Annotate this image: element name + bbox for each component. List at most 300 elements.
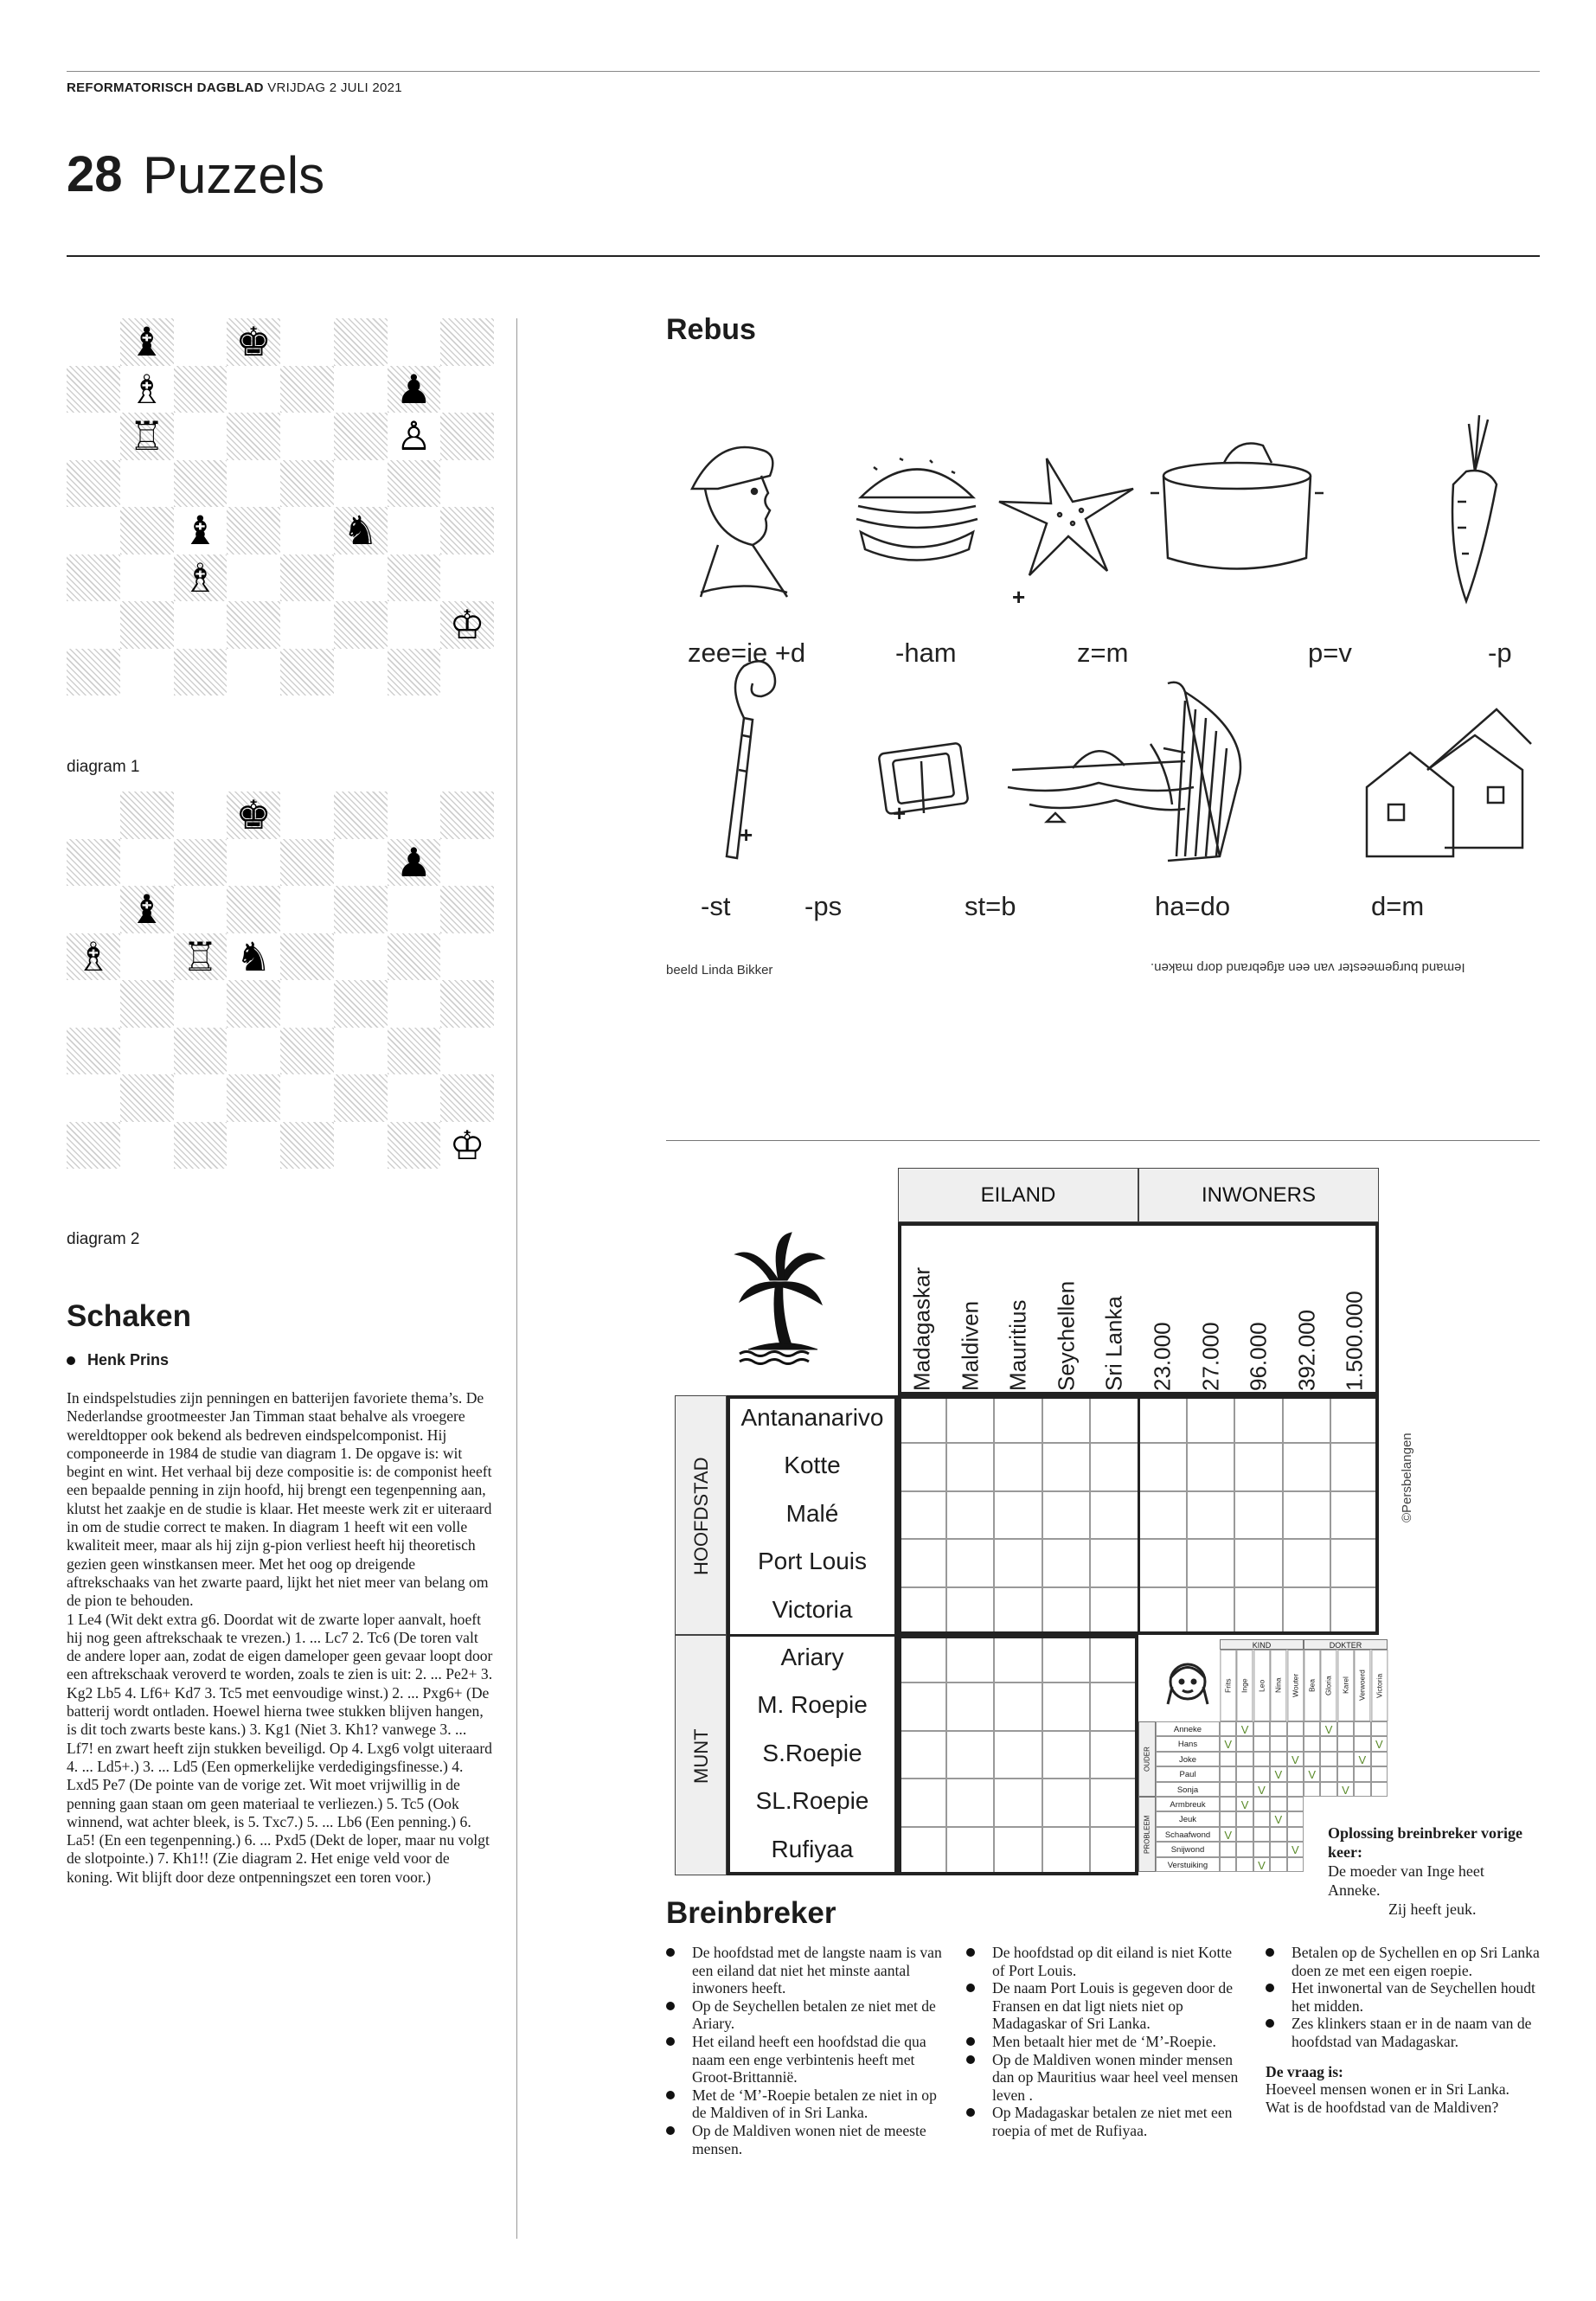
chess-square	[67, 792, 120, 839]
solution-line: De moeder van Inge heet Anneke.	[1328, 1862, 1484, 1899]
chess-square	[120, 601, 174, 649]
bullet-icon	[966, 2055, 975, 2064]
kid-column-header: Wouter	[1287, 1650, 1304, 1721]
mini-grid-cell	[1270, 1782, 1286, 1797]
harp-image	[1168, 683, 1240, 861]
chess-square	[440, 318, 494, 366]
chess-square	[227, 1028, 280, 1075]
chess-square	[120, 554, 174, 602]
chess-square	[120, 318, 174, 366]
chess-square	[440, 1074, 494, 1122]
chess-square	[388, 886, 441, 933]
mini-grid-cell	[1337, 1721, 1354, 1736]
chess-square	[67, 933, 120, 981]
mini-grid-cell	[1253, 1736, 1270, 1751]
black-pawn-icon: ♟	[395, 838, 432, 886]
problem-row-label: Snijwond	[1156, 1842, 1220, 1856]
mini-grid-cell	[1354, 1782, 1370, 1797]
author-name: Henk Prins	[87, 1351, 170, 1368]
mini-grid-cell	[1253, 1811, 1270, 1826]
pan-image	[1151, 444, 1324, 569]
mini-grid-cell	[1287, 1827, 1304, 1842]
white-rook-icon: ♖	[129, 413, 165, 460]
mini-grid-cell	[1253, 1797, 1270, 1811]
chess-square	[174, 1028, 228, 1075]
mini-grid-cell	[1253, 1752, 1270, 1766]
chess-square	[334, 554, 388, 602]
chess-square	[67, 980, 120, 1028]
palm-tree-icon	[731, 1228, 830, 1367]
black-knight-icon: ♞	[235, 933, 272, 980]
chess-paragraph: In eindspelstudies zijn penningen en batterijen favoriete thema’s. De Nederlandse grootmeester Jan Timman staat behalve als vroegere wereldtopper ook bekend als bedreven eindspelcomponist. Hij componeerde in 1984 de studie van diagram 1. De opgave is: wit begint en wint. Het verhaal bij deze compositie is: de componist heeft een bepaalde penning in zijn hoofd, hij brengt een tegenpenning aan, klutst het zaakje en de studie is klaar. Het meeste werk zit er uiteraard in om de studie correct te maken. In diagram 1 heeft wit een volle kwaliteit meer, maar als hij zijn g-pion verliest heeft hij theoretisch gezien geen winstkansen meer. Met het oog op dreigende aftrekschaaks van het zwarte paard, lijkt het niet meer van belang om de pion te behouden.	[67, 1389, 492, 1610]
mini-grid-cell	[1337, 1752, 1354, 1766]
rebus-label: d=m	[1371, 891, 1425, 921]
island-column-header: Mauritius	[1004, 1299, 1031, 1391]
white-pawn-icon: ♙	[395, 413, 432, 460]
kid-column-header: Inge	[1236, 1650, 1253, 1721]
mini-grid-cell	[1220, 1766, 1236, 1781]
mini-grid-cell	[1220, 1752, 1236, 1766]
chess-square	[440, 980, 494, 1028]
chess-square	[388, 1028, 441, 1075]
question-title: De vraag is:	[1266, 2062, 1343, 2080]
chess-square	[174, 933, 228, 981]
chess-square	[120, 933, 174, 981]
currency-row-label: S.Roepie	[762, 1739, 862, 1766]
problem-row-label: Schaafwond	[1156, 1827, 1220, 1842]
mini-grid-cell: V	[1253, 1782, 1270, 1797]
bullet-icon	[1266, 1984, 1274, 1992]
clue-column-2	[966, 1944, 1243, 2140]
chess-title: Schaken	[67, 1299, 191, 1333]
chess-square	[120, 366, 174, 413]
clue: Op Madagaskar betalen ze niet met een roepia of met de Rufiyaa.	[966, 2104, 1243, 2139]
mini-grid-cell: V	[1287, 1842, 1304, 1856]
chess-square	[440, 366, 494, 413]
chess-square	[388, 649, 441, 696]
publication-name: REFORMATORISCH DAGBLAD	[67, 80, 264, 95]
chess-square	[440, 839, 494, 887]
chess-square	[67, 1028, 120, 1075]
probleem-group: PROBLEEM	[1138, 1797, 1156, 1872]
chess-square	[334, 886, 388, 933]
chess-article	[67, 1389, 494, 1887]
clue: Op de Maldiven wonen niet de meeste mensen.	[666, 2122, 943, 2157]
mini-grid-cell	[1287, 1857, 1304, 1872]
mini-grid-cell	[1371, 1782, 1388, 1797]
population-column-header: 96.000	[1245, 1322, 1272, 1391]
chess-square	[388, 460, 441, 508]
chess-square	[334, 933, 388, 981]
chess-square	[280, 1028, 334, 1075]
chess-square	[120, 413, 174, 460]
mini-grid-cell	[1220, 1811, 1236, 1826]
chess-square	[174, 886, 228, 933]
chess-square	[388, 1122, 441, 1170]
rebus-label: -ham	[895, 638, 957, 668]
chess-square	[227, 366, 280, 413]
white-bishop-icon: ♗	[182, 554, 218, 601]
parent-row-label: Joke	[1156, 1752, 1220, 1766]
chess-square	[120, 460, 174, 508]
mini-grid-cell: V	[1270, 1766, 1286, 1781]
diagram-1-caption: diagram 1	[67, 758, 140, 776]
eiland-header	[898, 1168, 1138, 1222]
island-column-header: Seychellen	[1053, 1280, 1080, 1391]
mini-grid-cell: V	[1337, 1782, 1354, 1797]
currency-row-label: Ariary	[780, 1644, 844, 1670]
chess-square	[227, 1074, 280, 1122]
clue-column-1	[666, 1944, 943, 2157]
plus-sign: +	[1012, 584, 1026, 610]
chess-square	[120, 980, 174, 1028]
hoofdstad-group-label: HOOFDSTAD	[690, 1457, 712, 1575]
mini-grid-cell	[1320, 1736, 1336, 1751]
chess-square	[227, 839, 280, 887]
population-column-header: 27.000	[1196, 1322, 1223, 1391]
bullet-icon	[966, 1948, 975, 1957]
chess-square	[440, 554, 494, 602]
capital-row-label: Kotte	[784, 1452, 841, 1479]
island-column-header: Maldiven	[956, 1300, 983, 1391]
chess-square	[388, 554, 441, 602]
parent-row-label: Hans	[1156, 1736, 1220, 1751]
clue: Het eiland heeft een hoofdstad die qua naam een enge verbintenis heeft met Groot-Brittannië.	[666, 2033, 943, 2086]
rebus-label: -p	[1488, 638, 1512, 668]
beach-image	[1008, 744, 1194, 822]
clue: Het inwonertal van de Seychellen houdt het midden.	[1266, 1979, 1540, 2015]
houses-image	[1367, 709, 1531, 856]
mini-grid-cell	[1220, 1857, 1236, 1872]
chess-square	[440, 1028, 494, 1075]
hoofdstad-group	[675, 1395, 727, 1635]
bullet-icon	[1266, 2019, 1274, 2028]
chess-square	[120, 886, 174, 933]
chess-square	[227, 554, 280, 602]
chess-square	[120, 839, 174, 887]
mini-grid-cell	[1270, 1857, 1286, 1872]
chess-square	[227, 980, 280, 1028]
parent-row-label: Anneke	[1156, 1721, 1220, 1736]
chess-square	[67, 507, 120, 554]
photo-credit: ©Persbelangen	[1400, 1433, 1414, 1522]
chess-square	[388, 318, 441, 366]
bullet-icon	[67, 1356, 75, 1365]
chess-square	[227, 507, 280, 554]
mini-grid-cell	[1354, 1766, 1370, 1781]
chess-square	[227, 792, 280, 839]
mini-grid-cell	[1287, 1721, 1304, 1736]
chess-square	[334, 601, 388, 649]
currency-row-label: M. Roepie	[757, 1691, 868, 1719]
capital-row-label: Antananarivo	[740, 1404, 884, 1431]
chess-square	[334, 792, 388, 839]
diagram-2-caption: diagram 2	[67, 1230, 140, 1248]
mini-grid-cell	[1320, 1752, 1336, 1766]
chess-square	[388, 980, 441, 1028]
mini-grid-cell: V	[1270, 1811, 1286, 1826]
chess-square	[334, 1028, 388, 1075]
chess-square	[388, 601, 441, 649]
grid-block-munt	[898, 1635, 1138, 1875]
mini-grid-cell: V	[1220, 1827, 1236, 1842]
chess-square	[174, 507, 228, 554]
doctor-column-header: Karel	[1337, 1650, 1354, 1721]
chess-square	[440, 886, 494, 933]
chess-square	[227, 886, 280, 933]
problem-row-label: Armbreuk	[1156, 1797, 1220, 1811]
capital-row-label: Port Louis	[757, 1548, 868, 1575]
chess-square	[174, 839, 228, 887]
chess-author	[67, 1351, 169, 1369]
rebus-label: st=b	[965, 891, 1016, 921]
bullet-icon	[666, 1948, 675, 1957]
mini-grid-cell: V	[1236, 1797, 1253, 1811]
chess-square	[67, 318, 120, 366]
black-king-icon: ♚	[235, 318, 272, 366]
chess-square	[280, 649, 334, 696]
clue: Op de Seychellen betalen ze niet met de Ariary.	[666, 1997, 943, 2033]
parent-row-label: Sonja	[1156, 1782, 1220, 1797]
chess-square	[334, 980, 388, 1028]
girl-icon	[1163, 1652, 1212, 1713]
bullet-icon	[666, 2091, 675, 2099]
question-text: Hoeveel mensen wonen er in Sri Lanka.	[1266, 2080, 1509, 2099]
chess-square	[227, 1122, 280, 1170]
chess-square	[174, 649, 228, 696]
island-column-header: Sri Lanka	[1100, 1296, 1127, 1391]
column-header-box	[898, 1222, 1379, 1395]
chess-square	[174, 601, 228, 649]
chess-square	[120, 792, 174, 839]
inwoners-header-label: INWONERS	[1202, 1183, 1316, 1207]
parent-row-label: Paul	[1156, 1766, 1220, 1781]
mini-grid-cell	[1236, 1842, 1253, 1856]
chess-square	[440, 601, 494, 649]
chess-diagram-2	[67, 792, 494, 1169]
chess-square	[227, 601, 280, 649]
issue-date: VRIJDAG 2 JULI 2021	[267, 80, 402, 95]
mini-grid-cell: V	[1354, 1752, 1370, 1766]
black-king-icon: ♚	[235, 792, 272, 839]
black-pawn-icon: ♟	[395, 365, 432, 413]
chess-square	[227, 460, 280, 508]
mini-grid-cell	[1371, 1721, 1388, 1736]
kid-column-header: Nina	[1270, 1650, 1286, 1721]
sailor-image	[692, 447, 787, 597]
chess-square	[440, 1122, 494, 1170]
carrot-image	[1452, 415, 1497, 601]
rebus-label: z=m	[1077, 638, 1129, 668]
rebus-title: Rebus	[666, 313, 756, 346]
mini-grid-cell	[1270, 1721, 1286, 1736]
column-divider	[516, 318, 517, 2239]
mini-grid-cell	[1220, 1782, 1236, 1797]
chess-square	[67, 886, 120, 933]
chess-square	[174, 792, 228, 839]
chess-diagram-1	[67, 318, 494, 695]
chess-square	[174, 413, 228, 460]
chess-square	[334, 1122, 388, 1170]
mini-grid-cell	[1304, 1782, 1320, 1797]
inwoners-header	[1138, 1168, 1379, 1222]
chess-square	[280, 933, 334, 981]
rebus-label: ha=do	[1155, 891, 1231, 921]
mini-grid-cell	[1270, 1736, 1286, 1751]
header-rule	[67, 255, 1540, 257]
mini-grid-cell	[1287, 1782, 1304, 1797]
hamburger-image	[856, 458, 977, 561]
currency-row-label: Rufiyaa	[771, 1835, 854, 1862]
population-column-header: 392.000	[1293, 1310, 1320, 1391]
chess-square	[440, 649, 494, 696]
chess-square	[120, 1074, 174, 1122]
clue: De naam Port Louis is gegeven door de Fransen en dat ligt niets niet op Madagaskar of Sri Lanka.	[966, 1979, 1243, 2033]
mini-grid-cell	[1320, 1782, 1336, 1797]
capital-row-label: Victoria	[772, 1595, 853, 1623]
grid-block-divider	[1138, 1395, 1140, 1635]
chess-square	[174, 366, 228, 413]
chess-square	[388, 933, 441, 981]
mini-grid-cell	[1371, 1766, 1388, 1781]
eiland-header-label: EILAND	[980, 1183, 1056, 1207]
mini-grid-cell	[1220, 1721, 1236, 1736]
plus-sign: +	[893, 800, 907, 826]
chess-square	[280, 839, 334, 887]
rebus-label: zee=ie +d	[688, 638, 806, 668]
problem-row-label: Verstuiking	[1156, 1857, 1220, 1872]
chess-square	[120, 649, 174, 696]
chess-square	[388, 507, 441, 554]
chess-square	[388, 1074, 441, 1122]
mini-grid-cell: V	[1287, 1752, 1304, 1766]
mini-grid-cell: V	[1220, 1736, 1236, 1751]
white-bishop-icon: ♗	[129, 365, 165, 413]
chess-square	[334, 649, 388, 696]
chess-square	[174, 980, 228, 1028]
island-column-header: Madagaskar	[908, 1266, 935, 1391]
mini-grid-cell	[1371, 1752, 1388, 1766]
mini-grid-cell	[1253, 1842, 1270, 1856]
chess-square	[174, 1074, 228, 1122]
mini-grid-cell: V	[1253, 1857, 1270, 1872]
white-king-icon: ♔	[449, 1121, 485, 1169]
mini-grid-cell	[1287, 1766, 1304, 1781]
chess-square	[67, 839, 120, 887]
mini-grid-cell	[1236, 1857, 1253, 1872]
clue-column-3	[1266, 1944, 1540, 2116]
clue: Zes klinkers staan er in de naam van de hoofdstad van Madagaskar.	[1266, 2015, 1540, 2050]
breinbreker-title: Breinbreker	[666, 1896, 836, 1930]
bullet-icon	[666, 2126, 675, 2135]
black-knight-icon: ♞	[343, 507, 379, 554]
chess-square	[334, 460, 388, 508]
chess-square	[280, 1074, 334, 1122]
mini-grid-cell	[1253, 1721, 1270, 1736]
chess-square	[67, 554, 120, 602]
chess-square	[280, 413, 334, 460]
clue: Betalen op de Sychellen en op Sri Lanka doen ze met een eigen roepie.	[1266, 1944, 1540, 1979]
chess-square	[280, 601, 334, 649]
chess-square	[334, 507, 388, 554]
previous-solution	[1328, 1823, 1535, 1919]
chess-square	[388, 413, 441, 460]
chess-square	[280, 1122, 334, 1170]
chess-square	[440, 460, 494, 508]
mini-grid-cell	[1287, 1797, 1304, 1811]
rebus-answer: Iemand burgemeester van een afgebrand dorp maken.	[1151, 960, 1465, 975]
mini-grid-cell	[1270, 1797, 1286, 1811]
chess-square	[120, 1122, 174, 1170]
rebus-credit: beeld Linda Bikker	[666, 963, 773, 977]
rebus-rule	[666, 1140, 1540, 1141]
chess-square	[67, 1122, 120, 1170]
munt-group	[675, 1635, 727, 1875]
chess-square	[280, 366, 334, 413]
clue: Op de Maldiven wonen minder mensen dan op Mauritius waar heel veel mensen leven .	[966, 2051, 1243, 2105]
clue: De hoofdstad met de langste naam is van een eiland dat niet het minste aantal inwoners heeft.	[666, 1944, 943, 1997]
munt-group-label: MUNT	[690, 1728, 712, 1784]
plus-sign: +	[740, 822, 753, 848]
mini-grid-cell: V	[1236, 1721, 1253, 1736]
chess-square	[227, 413, 280, 460]
mini-grid-cell	[1236, 1736, 1253, 1751]
chess-square	[280, 886, 334, 933]
mini-grid-cell	[1354, 1736, 1370, 1751]
chess-square	[334, 318, 388, 366]
white-bishop-icon: ♗	[75, 933, 112, 980]
chess-square	[388, 366, 441, 413]
mini-grid-cell	[1236, 1766, 1253, 1781]
chess-square	[67, 413, 120, 460]
chess-square	[334, 1074, 388, 1122]
currency-row-label: SL.Roepie	[755, 1787, 869, 1815]
chess-square	[174, 554, 228, 602]
bullet-icon	[666, 2002, 675, 2010]
chess-square	[440, 413, 494, 460]
mini-grid-cell	[1236, 1782, 1253, 1797]
chess-square	[120, 507, 174, 554]
chess-square	[120, 1028, 174, 1075]
chess-square	[227, 318, 280, 366]
mini-grid-cell	[1287, 1811, 1304, 1826]
black-bishop-icon: ♝	[129, 318, 165, 366]
mini-grid-cell	[1337, 1766, 1354, 1781]
bullet-icon	[966, 1984, 975, 1992]
mini-grid-cell	[1220, 1842, 1236, 1856]
kid-column-header: Leo	[1253, 1650, 1270, 1721]
starfish-image	[999, 458, 1133, 575]
problem-row-label: Jeuk	[1156, 1811, 1220, 1826]
mini-grid-cell	[1253, 1766, 1270, 1781]
chess-square	[280, 318, 334, 366]
chess-square	[67, 649, 120, 696]
mini-grid-cell	[1320, 1766, 1336, 1781]
chess-square	[440, 933, 494, 981]
chess-square	[227, 933, 280, 981]
population-column-header: 1.500.000	[1341, 1291, 1368, 1391]
black-bishop-icon: ♝	[182, 507, 218, 554]
row-group-divider	[727, 1634, 898, 1637]
mini-grid-cell: V	[1304, 1766, 1320, 1781]
bullet-icon	[1266, 1948, 1274, 1957]
mini-grid-cell	[1236, 1811, 1253, 1826]
chess-square	[280, 507, 334, 554]
bullet-icon	[966, 2037, 975, 2046]
rebus-label: -ps	[804, 891, 843, 921]
capital-row-label: Malé	[785, 1499, 839, 1527]
rebus-label: p=v	[1308, 638, 1352, 668]
